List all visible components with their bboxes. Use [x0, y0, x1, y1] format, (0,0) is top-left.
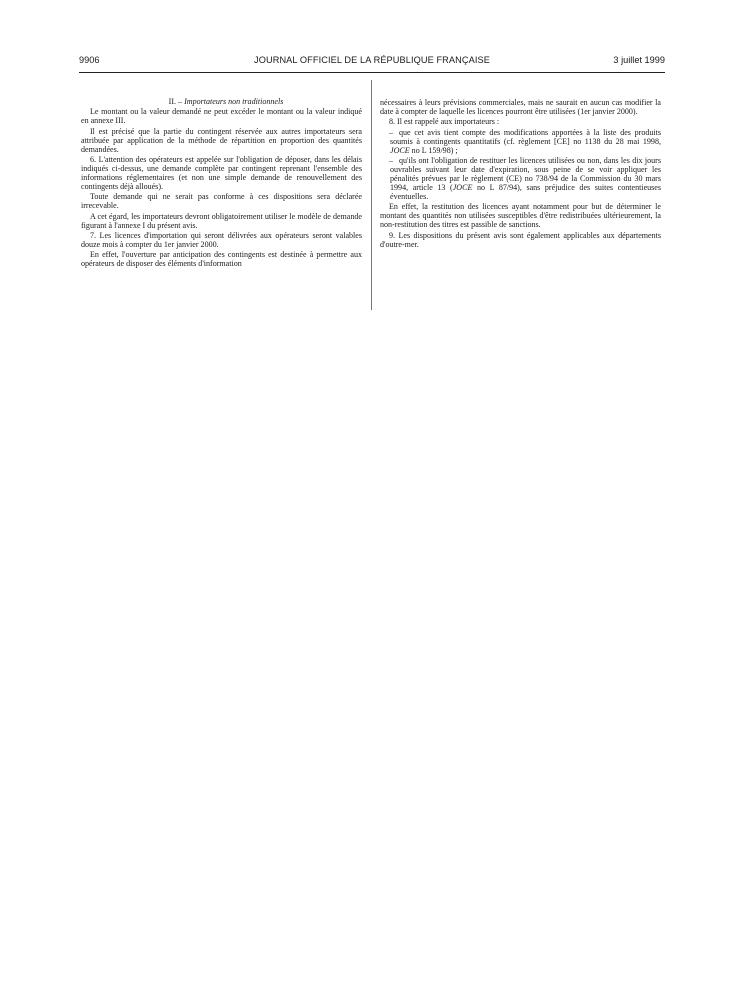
list-dash: –	[389, 127, 394, 137]
journal-title: JOURNAL OFFICIEL DE LA RÉPUBLIQUE FRANÇAISE	[254, 55, 490, 65]
paragraph: 6. L'attention des opérateurs est appelée sur l'obligation de déposer, dans les délais indiqués ci-dessus, une demande complète par contingent reprenant l'ensemble des informations réglementaires (et non une simple demande de renouvellement des contingents déjà alloués).	[81, 154, 362, 191]
section-title: Importateurs non traditionnels	[184, 97, 284, 106]
left-column	[81, 97, 362, 269]
section-heading	[81, 97, 362, 106]
page-header	[79, 53, 665, 67]
paragraph: 9. Les dispositions du présent avis sont également applicables aux départements d'outre-mer.	[380, 230, 661, 249]
paragraph: A cet égard, les importateurs devront obligatoirement utiliser le modèle de demande figurant à l'annexe I du présent avis.	[81, 211, 362, 230]
column-divider	[371, 80, 372, 310]
paragraph: nécessaires à leurs prévisions commerciales, mais ne saurait en aucun cas modifier la date à compter de laquelle les licences pourront être utilisées (1er janvier 2000).	[380, 98, 661, 117]
section-number: II. –	[168, 97, 185, 106]
issue-date: 3 juillet 1999	[613, 55, 665, 65]
paragraph: En effet, l'ouverture par anticipation des contingents est destinée à permettre aux opérateurs de disposer des éléments d'information	[81, 250, 362, 269]
page-number: 9906	[79, 55, 100, 65]
list-item: – qu'ils ont l'obligation de restituer les licences utilisées ou non, dans les dix jours ouvrables suivant leur date d'expiration, sous peine de se voir appliquer les pénalités prévues par le règlement (CE) no 738/94 de la Commission du 30 mars 1994, article 13 (JOCE no L 87/94), sans préjudice des suites contentieuses éventuelles.	[380, 156, 661, 201]
paragraph: Toute demande qui ne serait pas conforme à ces dispositions sera déclarée irrecevable.	[81, 192, 362, 211]
paragraph: Le montant ou la valeur demandé ne peut excéder le montant ou la valeur indiqué en annexe III.	[81, 107, 362, 126]
list-item: – que cet avis tient compte des modifications apportées à la liste des produits soumis à contingents quantitatifs (cf. règlement [CE] no 1138 du 28 mai 1998, JOCE no L 159/98) ;	[380, 128, 661, 155]
paragraph: 8. Il est rappelé aux importateurs :	[389, 117, 500, 127]
paragraph: Il est précisé que la partie du contingent réservée aux autres importateurs sera attribuée par application de la méthode de répartition en proportion des quantités demandées.	[81, 126, 362, 154]
right-column	[380, 98, 661, 250]
header-rule	[79, 72, 665, 73]
paragraph: 7. Les licences d'importation qui seront délivrées aux opérateurs seront valables douze mois à compter du 1er janvier 2000.	[81, 230, 362, 249]
paragraph: En effet, la restitution des licences ayant notamment pour but de déterminer le montant des quantités non utilisées susceptibles d'être redistribuées ultérieurement, la non-restitution des titres est passible de sanctions.	[380, 202, 661, 230]
list-dash: –	[389, 155, 394, 165]
